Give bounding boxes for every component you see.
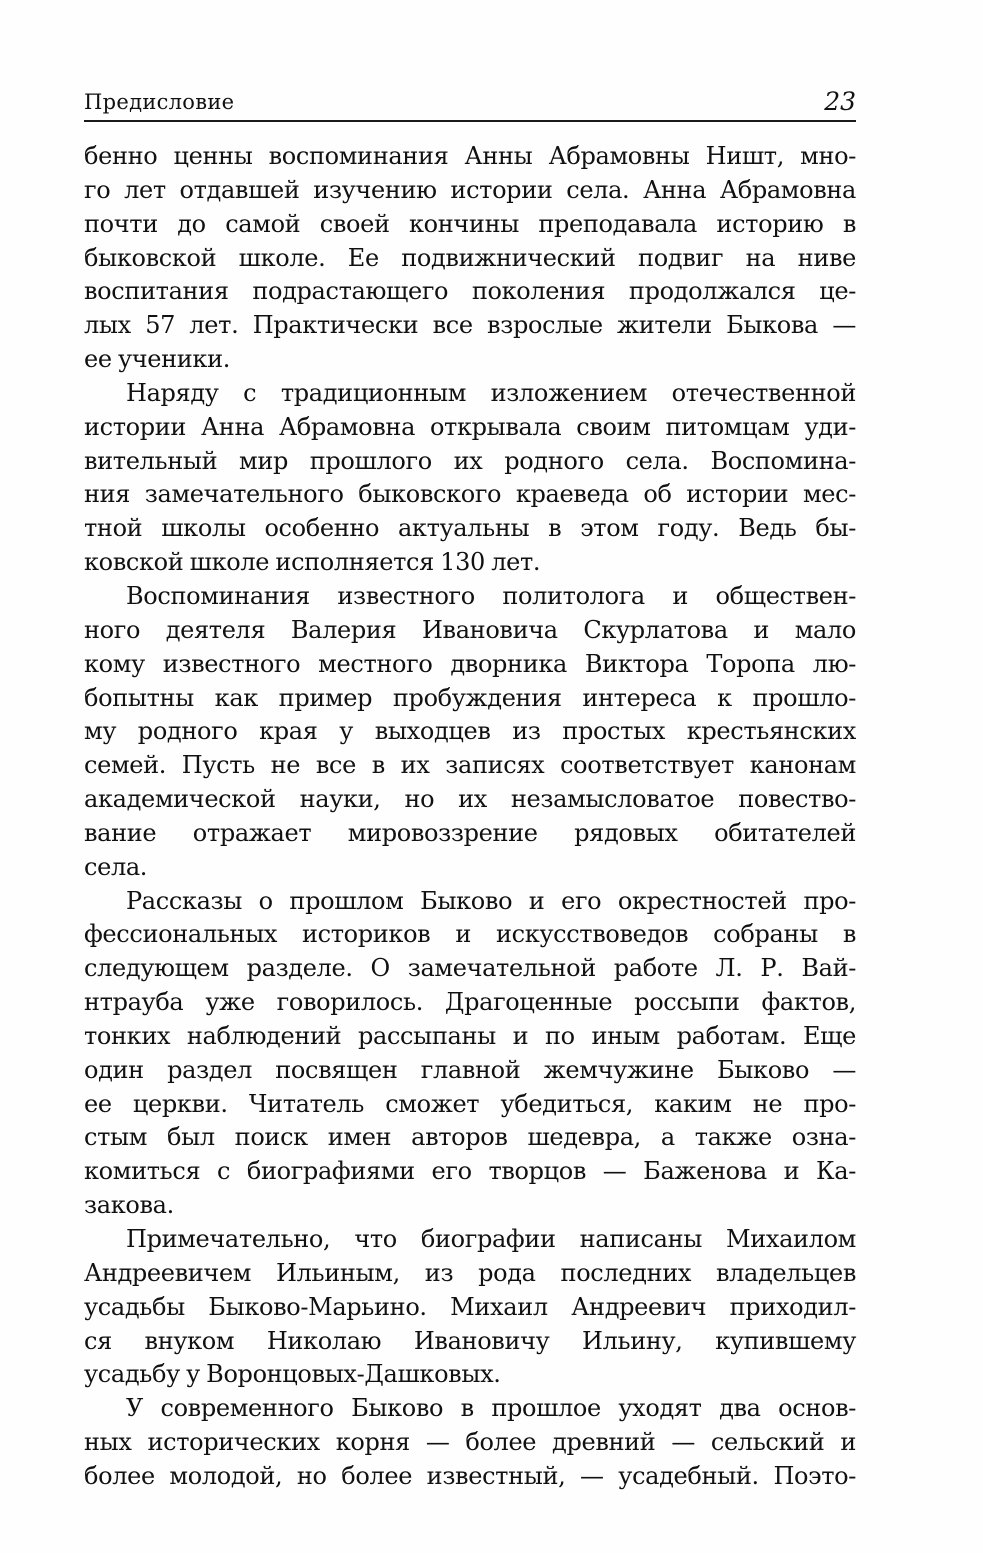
text-line: ного деятеля Валерия Ивановича Скурлатова и мало xyxy=(84,615,856,644)
text-line: семей. Пусть не все в их записях соответствует канонам xyxy=(84,751,856,780)
paragraph-first-line: Примечательно, что биографии написаны Михаилом xyxy=(126,1225,856,1253)
text-line: ее церкви. Читатель сможет убедиться, каким не про- xyxy=(84,1089,856,1118)
running-title: Предисловие xyxy=(84,90,235,114)
text-line: ных исторических корня — более древний — сельский и xyxy=(84,1428,856,1457)
text-line: тонких наблюдений рассыпаны и по иным работам. Еще xyxy=(84,1021,856,1050)
paragraph-first-line: Рассказы о прошлом Быково и его окрестностей про- xyxy=(126,886,856,915)
text-line: кому известного местного дворника Виктора Торопа лю- xyxy=(84,649,856,678)
text-line: бопытны как пример пробуждения интереса к прошло- xyxy=(84,683,856,712)
text-line: нтрауба уже говорилось. Драгоценные россыпи фактов, xyxy=(84,988,856,1017)
text-line: вание отражает мировоззрение рядовых обитателей xyxy=(84,818,856,847)
text-line: ковской школе исполняется 130 лет. xyxy=(84,548,541,577)
page-number: 23 xyxy=(824,87,856,116)
text-line: ся внуком Николаю Ивановичу Ильину, купившему xyxy=(84,1326,856,1355)
text-line: почти до самой своей кончины преподавала историю в xyxy=(84,209,856,238)
text-line: закова. xyxy=(84,1191,174,1220)
text-line: быковской школе. Ее подвижнический подвиг на ниве xyxy=(84,243,856,272)
text-line: ее ученики. xyxy=(84,345,230,374)
text-line: академической науки, но их незамысловатое повество- xyxy=(84,785,856,814)
body-text xyxy=(84,140,856,1494)
text-line: следующем разделе. О замечательной работе Л. Р. Вай- xyxy=(84,954,856,983)
text-line: му родного края у выходцев из простых крестьянских xyxy=(84,717,856,746)
text-line: тной школы особенно актуальны в этом году. Ведь бы- xyxy=(84,514,856,543)
text-line: села. xyxy=(84,852,148,881)
text-line: усадьбы Быково-Марьино. Михаил Андреевич приходил- xyxy=(84,1292,856,1321)
paragraph-first-line: У современного Быково в прошлое уходят два основ- xyxy=(126,1394,856,1423)
text-line: комиться с биографиями его творцов — Баженова и Ка- xyxy=(84,1157,856,1186)
text-line: один раздел посвящен главной жемчужине Быково — xyxy=(84,1055,856,1084)
text-line: более молодой, но более известный, — усадебный. Поэто- xyxy=(84,1461,856,1490)
running-head xyxy=(84,86,856,122)
text-line: Андреевичем Ильиным, из рода последних владельцев xyxy=(84,1258,856,1287)
text-line: бенно ценны воспоминания Анны Абрамовны Ништ, мно- xyxy=(84,142,856,170)
text-line: стым был поиск имен авторов шедевра, а также озна- xyxy=(84,1123,856,1152)
text-line: лых 57 лет. Практически все взрослые жители Быкова — xyxy=(84,311,856,340)
text-line: вительный мир прошлого их родного села. Воспомина- xyxy=(84,446,856,475)
text-line: усадьбу у Воронцовых-Дашковых. xyxy=(84,1360,501,1389)
paragraph-first-line: Воспоминания известного политолога и обществен- xyxy=(126,581,856,610)
text-line: фессиональных историков и искусствоведов собраны в xyxy=(84,920,856,949)
text-line: ния замечательного быковского краеведа об истории мес- xyxy=(84,480,856,509)
text-line: го лет отдавшей изучению истории села. Анна Абрамовна xyxy=(84,175,856,204)
text-line: воспитания подрастающего поколения продолжался це- xyxy=(84,277,856,306)
text-line: истории Анна Абрамовна открывала своим питомцам уди- xyxy=(84,412,856,441)
paragraph-first-line: Наряду с традиционным изложением отечественной xyxy=(126,378,856,407)
